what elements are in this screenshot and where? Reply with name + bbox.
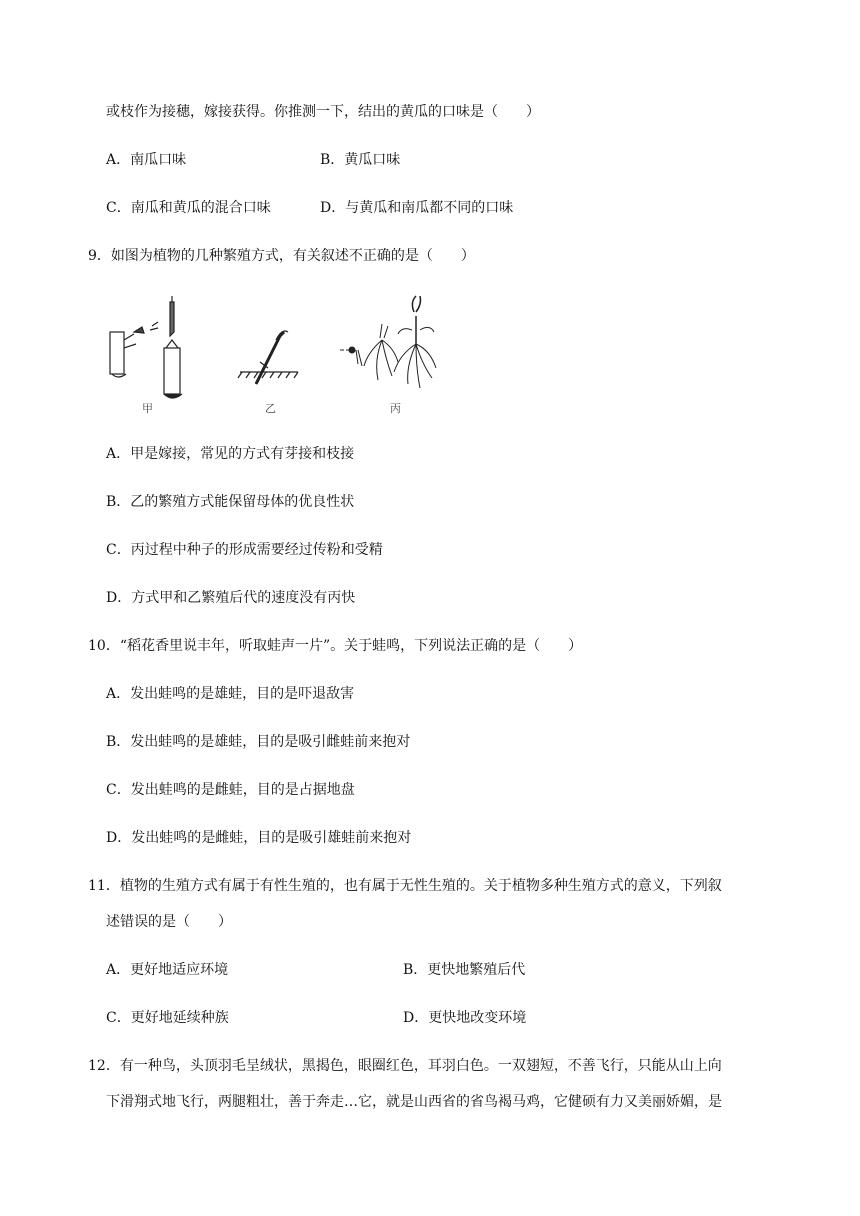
q9-option-a: A．甲是嫁接，常见的方式有芽接和枝接: [106, 446, 355, 462]
q9-option-d: D．方式甲和乙繁殖后代的速度没有丙快: [106, 590, 356, 606]
q9-figure: [100, 292, 450, 417]
q11-option-a: A．更好地适应环境: [106, 962, 229, 978]
seedling-illustration: [340, 296, 436, 388]
q8-option-c: C．南瓜和黄瓜的混合口味: [106, 200, 271, 216]
q12-stem-line1: 12．有一种鸟，头顶羽毛呈绒状，黑揭色，眼圈红色，耳羽白色。一双翅短，不善飞行，只能从山上向: [88, 1058, 722, 1074]
q10-option-b: B．发出蛙鸣的是雄蛙，目的是吸引雌蛙前来抱对: [106, 734, 411, 750]
q10-stem: 10．“稻花香里说丰年，听取蛙声一片”。关于蛙鸣，下列说法正确的是（ ）: [88, 638, 583, 654]
q11-option-d: D．更快地改变环境: [403, 1010, 527, 1026]
q8-stem-tail: 或枝作为接穗，嫁接获得。你推测一下，结出的黄瓜的口味是（ ）: [106, 104, 540, 120]
grafting-illustration: [110, 296, 182, 398]
q10-option-d: D．发出蛙鸣的是雌蛙，目的是吸引雄蛙前来抱对: [106, 830, 412, 846]
q11-option-c: C．更好地延续种族: [106, 1010, 229, 1026]
q10-option-c: C．发出蛙鸣的是雌蛙，目的是占据地盘: [106, 782, 355, 798]
q8-option-a: A．南瓜口味: [106, 152, 187, 168]
q8-option-b: B．黄瓜口味: [320, 152, 401, 168]
q10-option-a: A．发出蛙鸣的是雄蛙，目的是吓退敌害: [106, 686, 355, 702]
q11-stem-line2: 述错误的是（ ）: [106, 914, 232, 930]
figure-label-jia: 甲: [142, 402, 153, 415]
figure-label-bing: 丙: [390, 402, 401, 415]
q9-stem: 9．如图为植物的几种繁殖方式，有关叙述不正确的是（ ）: [88, 248, 475, 264]
q11-option-b: B．更快地繁殖后代: [403, 962, 526, 978]
q12-stem-line2: 下滑翔式地飞行，两腿粗壮，善于奔走…它，就是山西省的省鸟褐马鸡，它健硕有力又美丽娇媚，是: [106, 1094, 722, 1110]
q11-stem-line1: 11．植物的生殖方式有属于有性生殖的，也有属于无性生殖的。关于植物多种生殖方式的意义，下列叙: [88, 878, 722, 894]
q9-option-b: B．乙的繁殖方式能保留母体的优良性状: [106, 494, 355, 510]
q9-option-c: C．丙过程中种子的形成需要经过传粉和受精: [106, 542, 383, 558]
figure-label-yi: 乙: [265, 402, 276, 415]
layering-illustration: [238, 331, 298, 384]
q8-option-d: D．与黄瓜和南瓜都不同的口味: [320, 200, 514, 216]
